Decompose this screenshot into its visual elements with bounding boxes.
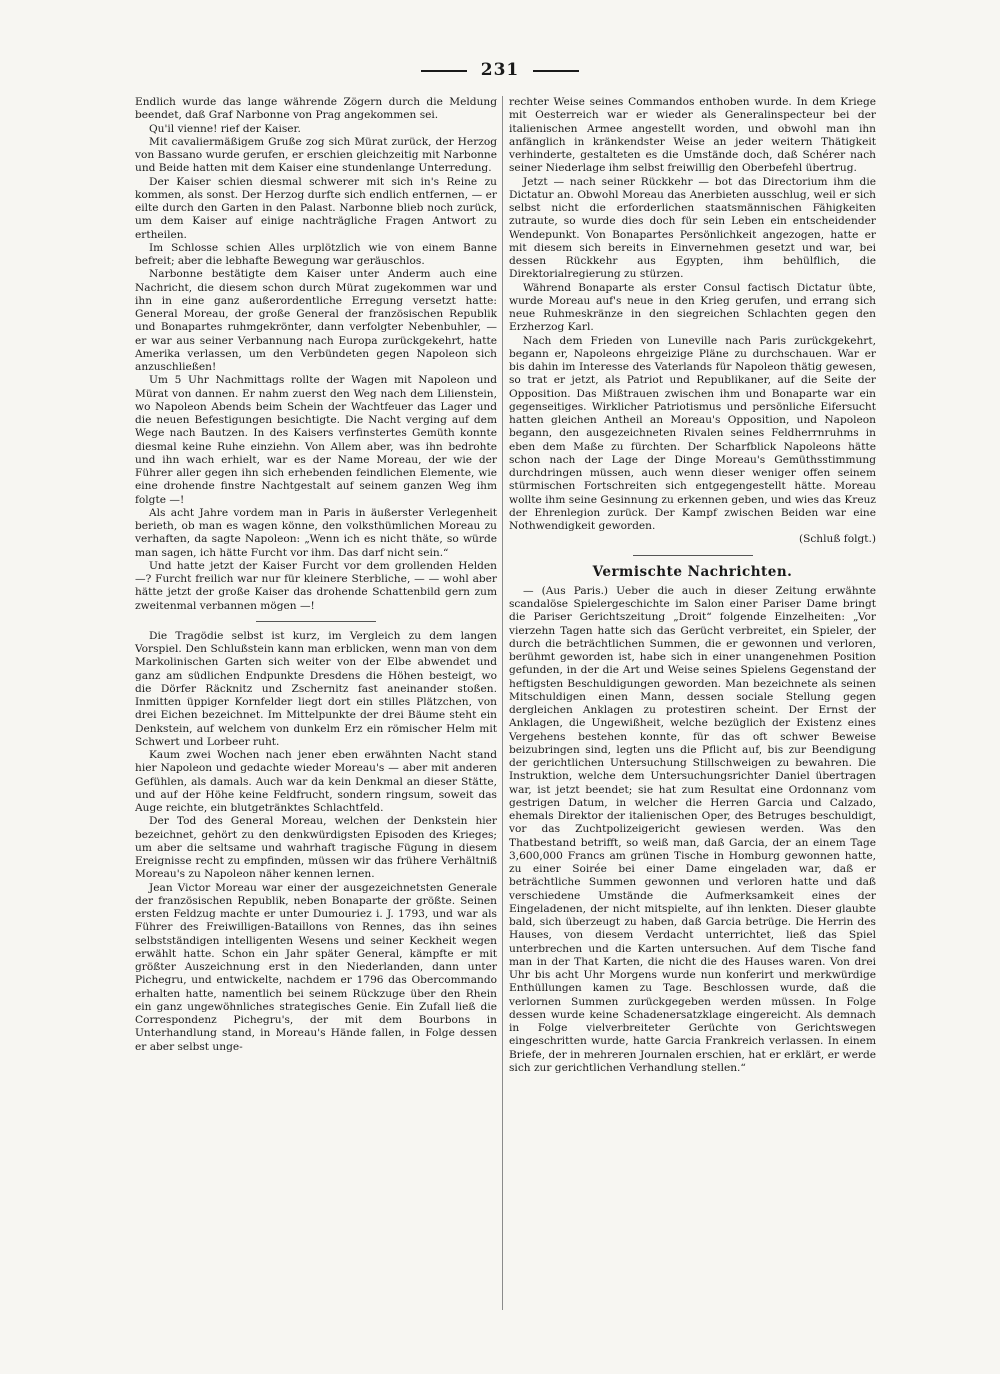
to-be-continued-note: (Schluß folgt.): [798, 533, 876, 546]
left-column: [135, 96, 497, 1054]
paragraph: Um 5 Uhr Nachmittags rollte der Wagen mit Napoleon und Mürat von dannen. Er nahm zuerst den Weg nach dem Lilienstein, wo Napoleon Abends beim Schein der Wachtfeuer das Lager und die neuen Befestigungen besichtigte. Die Nacht verging auf dem Wege nach Bautzen. In des Kaisers verfinstertes Gemüth konnte diesmal keine Ruhe einziehn. Von Allem aber, was ihn bedrohte und ihn wach erhielt, war es der Name Moreau, der wie der Führer aller gegen ihn sich erhebenden feindlichen Elemente, wie eine drohende finstre Nachtgestalt auf seinem ganzen Weg ihm folgte —!: [135, 374, 497, 506]
paragraph: Endlich wurde das lange währende Zögern durch die Meldung beendet, daß Graf Narbonne von Prag angekommen sei.: [135, 96, 497, 122]
paragraph: Qu'il vienne! rief der Kaiser.: [149, 122, 301, 135]
column-divider: [502, 96, 503, 1310]
paragraph: Im Schlosse schien Alles urplötzlich wie von einem Banne befreit; aber die lebhafte Bewegung war geräuschlos.: [135, 241, 497, 267]
section-heading: Vermischte Nachrichten.: [592, 563, 793, 580]
paragraph: Kaum zwei Wochen nach jener eben erwähnten Nacht stand hier Napoleon und gedachte wieder Moreau's — aber mit anderen Gefühlen, als damals. Auch war da kein Denkmal an dieser Stätte, und auf der Höhe keine Feldfrucht, sondern ringsum, soweit das Auge reichte, ein blutgetränktes Schlachtfeld.: [135, 749, 497, 814]
paragraph: Nach dem Frieden von Luneville nach Paris zurückgekehrt, begann er, Napoleons ehrgeizige Pläne zu durchschauen. War er bis dahin im Interesse des Vaterlands für Napoleon thätig gewesen, so trat er jetzt, als Patriot und Republikaner, auf die Seite der Opposition. Das Mißtrauen zwischen ihm und Bonaparte war ein gegenseitiges. Wirklicher Patriotismus und persönliche Eifersucht hatten gleichen Antheil an Moreau's Opposition, und Napoleon begann, den ausgezeichneten Rivalen seines Feldherrnruhms in eben dem Maße zu fürchten. Der Scharfblick Napoleons hätte schon nach der Lage der Dinge Moreau's Gemüthsstimmung durchdringen müssen, auch wenn dieser weniger offen seinem stürmischen Fortschreiten sich entgegengestellt hätte. Moreau wollte ihm seine Gesinnung zu erkennen geben, und wies das Kreuz der Ehrenlegion zurück. Der Kampf zwischen Beiden war eine Nothwendigkeit geworden.: [509, 334, 876, 532]
section-separator: [256, 621, 376, 622]
paragraph: Mit cavaliermäßigem Gruße zog sich Mürat zurück, der Herzog von Bassano wurde gerufen, er erschien gleichzeitig mit Narbonne und Beide hatten mit dem Kaiser eine stundenlange Unterredung.: [135, 135, 497, 175]
page-number: 231: [480, 60, 520, 80]
paragraph: Jetzt — nach seiner Rückkehr — bot das Directorium ihm die Dictatur an. Obwohl Moreau das Anerbieten ausschlug, weil er sich selbst nicht die erforderlichen staatsmännischen Fähigkeiten zutraute, so wurde dies doch für sein Leben ein entscheidender Wendepunkt. Von Bonapartes Persönlichkeit angezogen, hatte er mit diesem sich bereits in Einvernehmen gesetzt und war, bei dessen Rückkehr aus Egypten, ihm behülflich, die Direktorialregierung zu stürzen.: [509, 175, 876, 281]
header-rule-left: [421, 70, 467, 72]
right-column: [509, 96, 876, 1075]
paragraph: Und hatte jetzt der Kaiser Furcht vor dem grollenden Helden —? Furcht freilich war nur für kleinere Sterbliche, — — wohl aber hätte jetzt der große Kaiser das drohende Schattenbild gern zum zweitenmal verbannen mögen —!: [135, 559, 497, 612]
paragraph: Der Tod des General Moreau, welchen der Denkstein hier bezeichnet, gehört zu den denkwürdigsten Episoden des Krieges; um aber die seltsame und wahrhaft tragische Fügung in diesem Ereignisse recht zu empfinden, müssen wir das frühere Verhältniß Moreau's zu Napoleon näher kennen lernen.: [135, 815, 497, 881]
paragraph: Jean Victor Moreau war einer der ausgezeichnetsten Generale der französischen Republik, neben Bonaparte der größte. Seinen ersten Feldzug machte er unter Dumouriez i. J. 1793, und war als Führer des Freiwilligen-Bataillons von Rennes, das ihn seines selbstständigen intelligenten Wesens und seiner Keckheit wegen erwählt hatte. Schon ein Jahr später General, kämpfte er mit größter Auszeichnung erst in den Niederlanden, dann unter Pichegru, und entwickelte, nachdem er 1796 das Obercommando erhalten hatte, namentlich bei seinem Rückzuge über den Rhein ein ganz ungewöhnliches strategisches Genie. Ein Zufall ließ die Correspondenz Pichegru's, der mit dem Bourbons in Unterhandlung stand, in Moreau's Hände fallen, in Folge dessen er aber selbst unge-: [135, 881, 497, 1053]
paragraph: Die Tragödie selbst ist kurz, im Vergleich zu dem langen Vorspiel. Den Schlußstein kann man erblicken, wenn man von dem Markolinischen Garten sich weiter von der Elbe abwendet und ganz am südlichen Endpunkte Dresdens die Höhen besteigt, wo die Dörfer Räcknitz und Zschernitz fast aneinander stoßen. Inmitten üppiger Kornfelder liegt dort ein stilles Plätzchen, von drei Eichen bezeichnet. Im Mittelpunkte der drei Bäume steht ein Denkstein, auf welchem von dunkelm Erz ein römischer Helm mit Schwert und Lorbeer ruht.: [135, 629, 497, 748]
paragraph: Narbonne bestätigte dem Kaiser unter Anderm auch eine Nachricht, die diesem schon durch Mürat zugekommen war und ihn in eine ganz außerordentliche Erregung versetzt hatte: General Moreau, der große General der französischen Republik und Bonapartes ruhmgekrönter, dann verfolgter Nebenbuhler, — er war aus seiner Verbannung nach Europa zurückgekehrt, hatte Amerika verlassen, um den Verbündeten gegen Napoleon sich anzuschließen!: [135, 268, 497, 373]
page-header: [0, 60, 1000, 80]
paragraph: Der Kaiser schien diesmal schwerer mit sich in's Reine zu kommen, als sonst. Der Herzog durfte sich endlich entfernen, — er eilte durch den Garten in den Palast. Narbonne blieb noch zurück, um dem Kaiser auf einige nachträgliche Fragen Antwort zu ertheilen.: [135, 175, 497, 241]
news-paragraph: — (Aus Paris.) Ueber die auch in dieser Zeitung erwähnte scandalöse Spielergeschichte im Salon einer Pariser Dame bringt die Pariser Gerichtszeitung „Droit“ folgende Einzelheiten: „Vor vierzehn Tagen hatte sich das Gerücht verbreitet, ein Spieler, der durch die beträchtlichen Summen, die er gewonnen und verloren, berühmt geworden ist, habe sich in einer unangenehmen Position gefunden, in der die Art und Weise seines Spielens Gegenstand der heftigsten Beschuldigungen geworden. Man bezeichnete als seinen Mitschuldigen einen Mann, dessen sociale Stellung gegen dergleichen Anklagen zu protestiren scheint. Der Ernst der Anklagen, die Ungewißheit, welche bezüglich der Existenz eines Vergehens bestehen konnte, für das oft schwer Beweise beizubringen sind, legten uns die Pflicht auf, bis zur Beendigung der gerichtlichen Untersuchung Stillschweigen zu bewahren. Die Instruktion, welche dem Untersuchungsrichter Daniel übertragen war, ist jetzt beendet; sie hat zum Resultat eine Ordonnanz vom gestrigen Datum, in welcher die Herren Garcia und Calzado, ehemals Direktor der italienischen Oper, des Betruges beschuldigt, vor das Zuchtpolizeigericht gewiesen werden. Was den Thatbestand betrifft, so weiß man, daß Garcia, der an einem Tage 3,600,000 Francs am grünen Tische in Homburg gewonnen hatte, zu einer Soirée bei einer Dame eingeladen war, daß er beträchtliche Summen gewonnen und verloren hatte und daß verschiedene Umstände die Aufmerksamkeit eines der Eingeladenen, der nicht mitspielte, auf ihn lenkten. Dieser glaubte bald, sich überzeugt zu haben, daß Garcia betrüge. Die Herrin des Hauses, von diesem Verdacht unterrichtet, ließ das Spiel unterbrechen und die Karten untersuchen. Auf dem Tische fand man in der That Karten, die nicht die des Hauses waren. Von drei Uhr bis acht Uhr Morgens wurde nun konferirt und merkwürdige Enthüllungen kamen zu Tage. Beschlossen wurde, daß die verlornen Summen zurückgegeben werden müssen. In Folge dessen wurde keine Schadenersatzklage eingereicht. Als demnach in Folge vielverbreiteter Gerüchte von Gerichtswegen eingeschritten wurde, hatte Garcia Frankreich verlassen. In einem Briefe, der in mehreren Journalen erschien, hat er erklärt, er werde sich zur gerichtlichen Verhandlung stellen.“: [509, 584, 876, 1074]
paragraph: Während Bonaparte als erster Consul factisch Dictatur übte, wurde Moreau auf's neue in den Krieg gerufen, und errang sich neue Ruhmeskränze in den siegreichen Schlachten gegen den Erzherzog Karl.: [509, 281, 876, 334]
paragraph: rechter Weise seines Commandos enthoben wurde. In dem Kriege mit Oesterreich war er wieder als Generalinspecteur bei der italienischen Armee angestellt worden, und obwohl man ihn anfänglich in kränkendster Weise an jeder weitern Thätigkeit verhinderte, gestalteten es die Umstände doch, daß Schérer nach seiner Niederlage ihm selbst freiwillig den Oberbefehl übertrug.: [509, 96, 876, 175]
header-rule-right: [533, 70, 579, 72]
section-separator: [633, 555, 753, 556]
paragraph: Als acht Jahre vordem man in Paris in äußerster Verlegenheit berieth, ob man es wagen könne, den volksthümlichen Moreau zu verhaften, da sagte Napoleon: „Wenn ich es nicht thäte, so würde man sagen, ich hätte Furcht vor ihm. Das darf nicht sein.“: [135, 506, 497, 559]
